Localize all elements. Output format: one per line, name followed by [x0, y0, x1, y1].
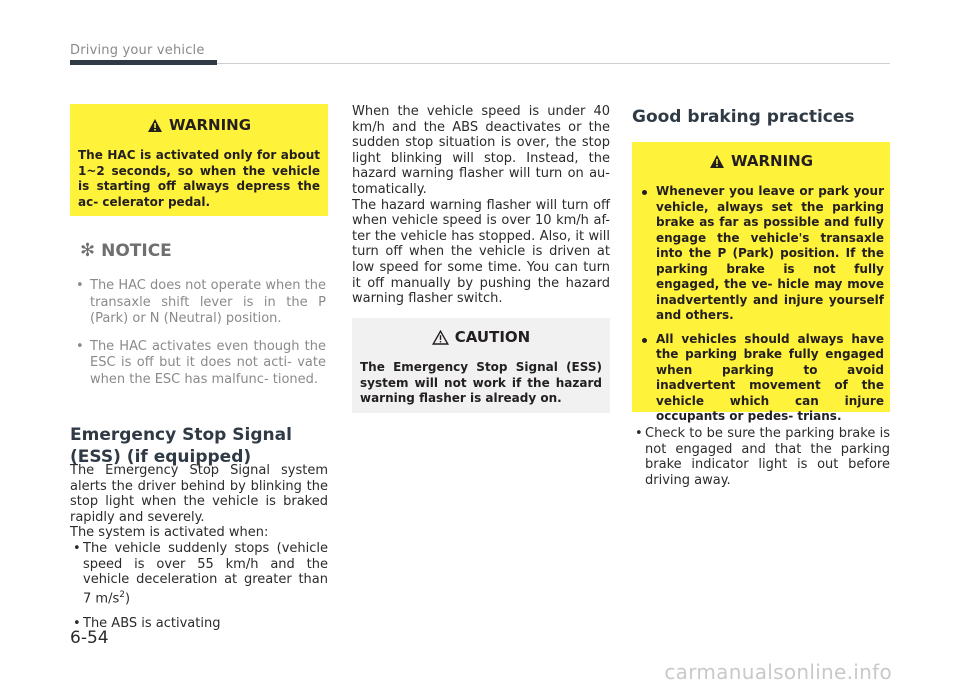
braking-warning-list: [638, 184, 884, 425]
watermark: carmanualsonline.info: [664, 660, 892, 684]
header-bar: [70, 60, 217, 65]
ess-section-title: Emergency Stop Signal (ESS) (if equipped): [70, 425, 292, 467]
hac-warning-box: [70, 104, 328, 216]
braking-section-title: Good braking practices: [632, 107, 855, 127]
notice-asterisk-icon: ✻: [80, 240, 96, 261]
warning-title: WARNING: [730, 152, 814, 170]
notice-item: • The HAC does not operate when the transaxle shift lever is in the P (Park) or N (Neutral) position.: [76, 278, 326, 326]
notice-title: NOTICE: [101, 240, 172, 261]
warning-heading: [78, 116, 320, 134]
section-header: Driving your vehicle: [70, 43, 205, 58]
warning-heading: [638, 152, 884, 170]
warning-triangle-icon: [147, 118, 163, 133]
header-rule: [217, 63, 890, 64]
braking-check: [632, 426, 890, 497]
braking-warning-item: Whenever you leave or park your vehicle, always set the parking brake as far as possible and fully engage the vehicle's transaxle into the P (Park) position. If the parking brake is not fully engaged, the ve- hicle may move inadvertently and injure yourself and others.: [638, 184, 884, 324]
ess-intro: The Emergency Stop Signal system alerts the driver behind by blinking the stop light when the vehicle is braked rapidly and severely.: [70, 463, 328, 525]
page-number: 6-54: [70, 628, 109, 648]
caution-triangle-icon: [432, 330, 449, 345]
notice-heading: [80, 240, 172, 261]
notice-item: • The HAC activates even though the ESC is off but it does not acti- vate when the ESC has malfunc- tioned.: [76, 338, 326, 387]
warning-triangle-icon: [709, 154, 725, 169]
ess-condition: • The vehicle suddenly stops (vehicle speed is over 55 km/h and the vehicle deceleration at greater than 7 $m/s^2$): [73, 540, 328, 607]
ess-para-1: When the vehicle speed is under 40 km/h and the ABS deactivates or the sudden stop situation is over, the stop light blinking will stop. Instead, the hazard warning flasher will turn on au- tomatically.: [352, 104, 610, 197]
braking-warning-item: All vehicles should always have the parking brake fully engaged when parking to avoid inadvertent movement of the vehicle which can injure occupants or pedes- trians.: [638, 332, 884, 425]
caution-text: The Emergency Stop Signal (ESS) system will not work if the hazard warning flasher is already on.: [360, 360, 602, 405]
warning-title: WARNING: [168, 116, 252, 134]
caution-title: CAUTION: [454, 328, 531, 346]
ess-activated-when: The system is activated when:: [70, 525, 269, 541]
braking-check-list: [632, 426, 890, 488]
braking-check-item: • Check to be sure the parking brake is not engaged and that the parking brake indicator light is out before driving away.: [635, 426, 890, 488]
caution-heading: [360, 328, 602, 346]
braking-warning-box: [632, 142, 890, 423]
braking-warning-text: [638, 184, 884, 425]
ess-caution-box: [352, 318, 610, 413]
notice-list: [74, 278, 326, 399]
ess-behaviour-text: [352, 104, 610, 307]
warning-text: The HAC is activated only for about 1~2 seconds, so when the vehicle is starting off always depress the ac- celerator pedal.: [78, 148, 320, 209]
ess-para-2: The hazard warning flasher will turn off when vehicle speed is over 10 km/h af- ter the vehicle has stopped. Also, it will turn off when the vehicle is driven at low speed for some time. You can turn it off manually by pushing the hazard warning flasher switch.: [352, 197, 610, 307]
ess-condition-list: [70, 541, 328, 631]
ess-body: [70, 463, 328, 640]
ess-condition: • The ABS is activating: [73, 615, 221, 631]
